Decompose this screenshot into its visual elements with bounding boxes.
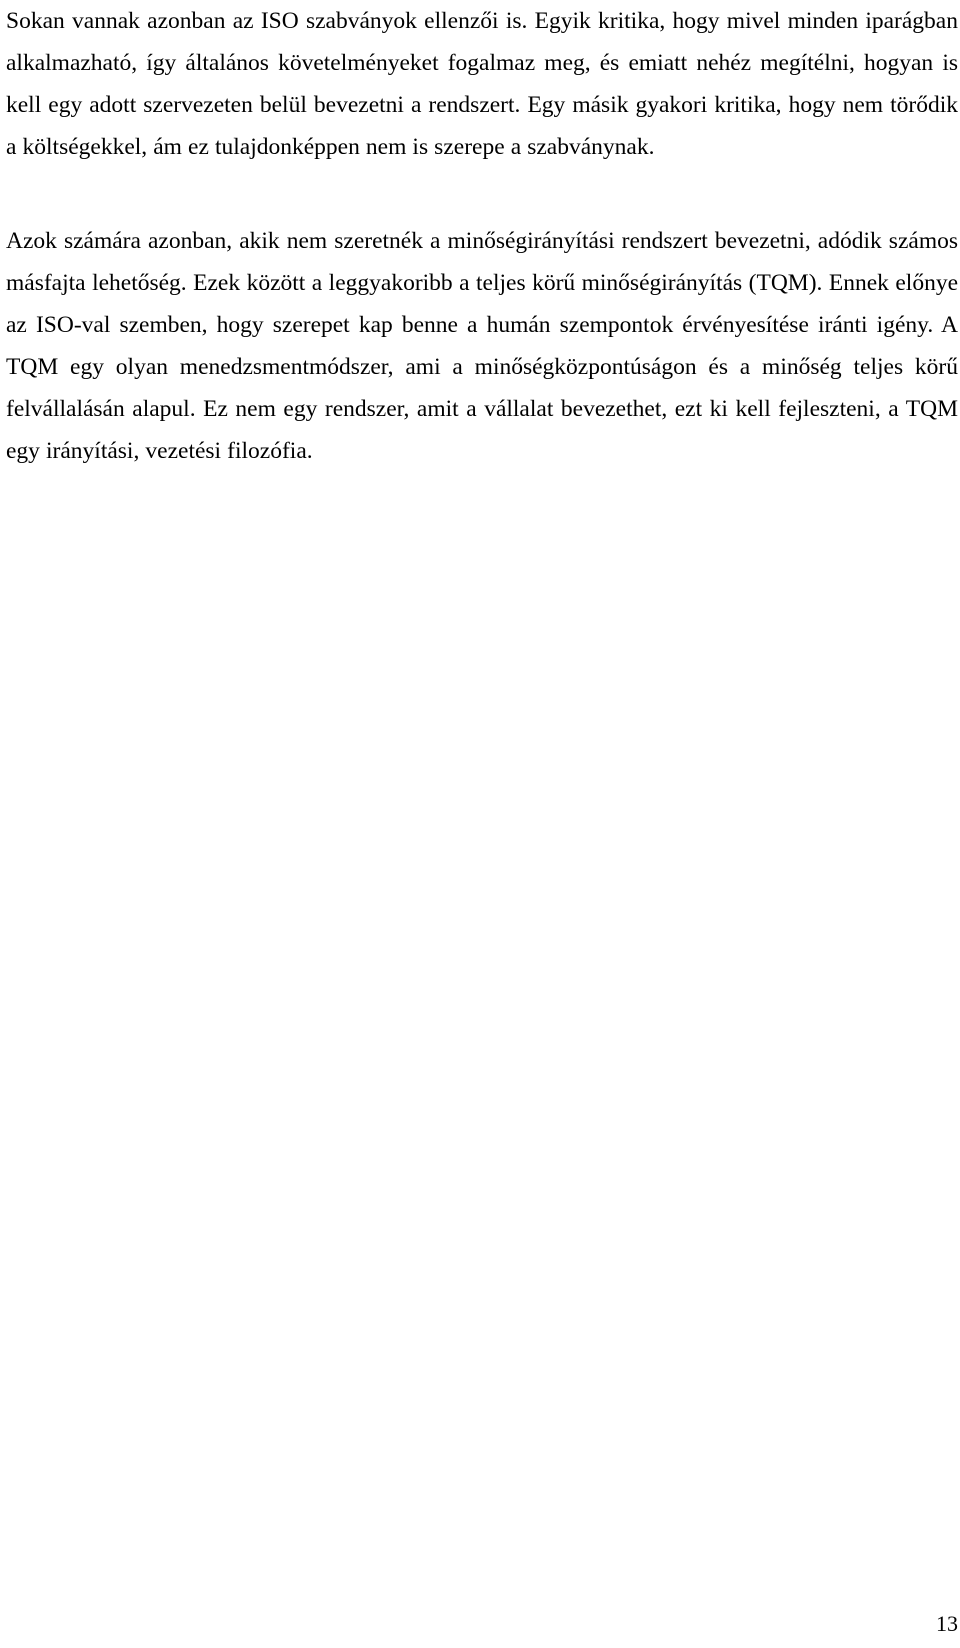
- paragraph-tqm-alternative: Azok számára azonban, akik nem szeretnék a minőségirányítási rendszert bevezetni, adódik számos másfajta lehetőség. Ezek között a leggyakoribb a teljes körű minőségirányítás (TQM). Ennek előnye az ISO-val szemben, hogy szerepet kap benne a humán szempontok érvényesítése iránti igény. A TQM egy olyan menedzsmentmódszer, ami a minőségközpontúságon és a minőség teljes körű felvállalásán alapul. Ez nem egy rendszer, amit a vállalat bevezethet, ezt ki kell fejleszteni, a TQM egy irányítási, vezetési filozófia.: [6, 228, 958, 464]
- page-number: 13: [936, 1611, 958, 1636]
- paragraph-iso-criticism: Sokan vannak azonban az ISO szabványok ellenzői is. Egyik kritika, hogy mivel minden iparágban alkalmazható, így általános követelményeket fogalmaz meg, és emiatt nehéz megítélni, hogyan is kell egy adott szervezeten belül bevezetni a rendszert. Egy másik gyakori kritika, hogy nem törődik a költségekkel, ám ez tulajdonképpen nem is szerepe a szabványnak.: [6, 8, 958, 160]
